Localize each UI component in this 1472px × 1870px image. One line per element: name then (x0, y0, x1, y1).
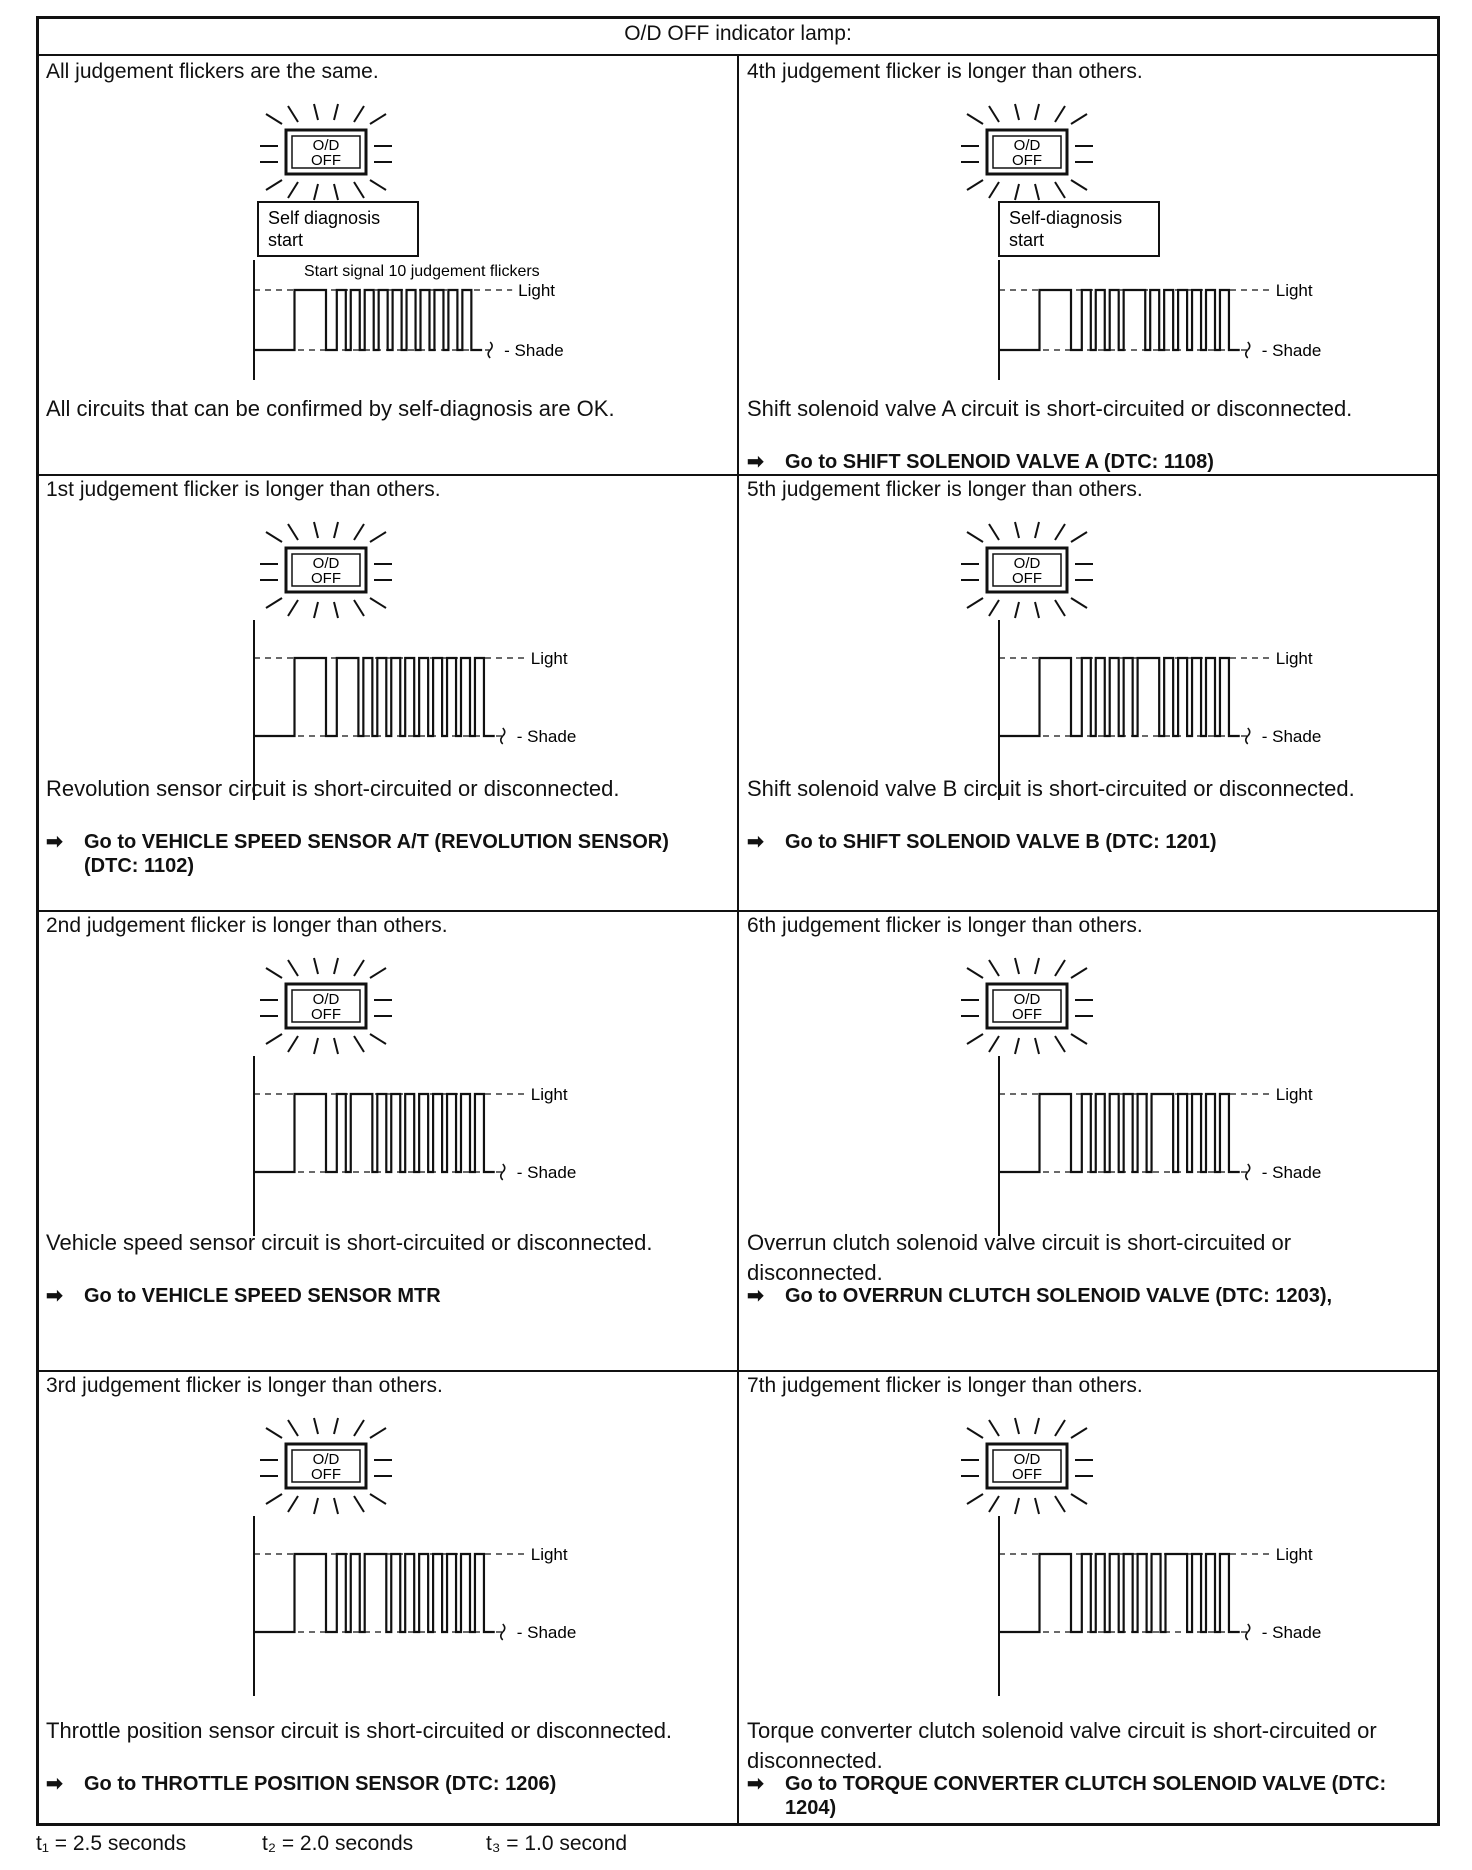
cell-heading: 3rd judgement flicker is longer than others. (46, 1374, 443, 1397)
cell-result-text: Shift solenoid valve B circuit is short-circuited or disconnected. (747, 776, 1355, 801)
lamp-ray (1055, 1420, 1065, 1436)
goto-text: Go to SHIFT SOLENOID VALVE A (DTC: 1108) (785, 451, 1214, 473)
flicker-waveform (999, 1516, 1321, 1696)
light-label: Light (1275, 649, 1313, 668)
lamp-ray (1071, 1034, 1087, 1044)
lamp-ray (967, 180, 983, 190)
lamp-text-off: OFF (311, 570, 341, 587)
diagnosis-cell (36, 1370, 737, 1826)
lamp-ray (314, 522, 318, 538)
diagnosis-cell (36, 910, 737, 1370)
flicker-waveform (254, 620, 576, 800)
shade-label: - Shade (1261, 341, 1322, 360)
lamp-text-off: OFF (311, 152, 341, 169)
lamp-ray (370, 114, 386, 124)
footer-t3: t₃ = 1.0 second (486, 1832, 628, 1855)
arrow-right-icon: ➡ (747, 1285, 764, 1307)
signal-trace (999, 290, 1240, 350)
light-label: Light (530, 649, 568, 668)
cell-result-text: Torque converter clutch solenoid valve circuit is short-circuited or disconnected. (747, 1718, 1377, 1773)
shade-label: - Shade (504, 341, 564, 360)
arrow-right-icon: ➡ (46, 1285, 63, 1307)
lamp-ray (989, 600, 999, 616)
lamp-ray (967, 114, 983, 124)
goto-text: Go to THROTTLE POSITION SENSOR (DTC: 1206) (84, 1773, 557, 1795)
diagnosis-cell (737, 56, 1440, 474)
lamp-ray (989, 182, 999, 198)
lamp-ray (967, 968, 983, 978)
goto-text: Go to VEHICLE SPEED SENSOR MTR (84, 1285, 441, 1307)
lamp-ray (1071, 114, 1087, 124)
diagnosis-cell (737, 1370, 1440, 1826)
lamp-ray (1055, 182, 1065, 198)
lamp-ray (1015, 1038, 1019, 1054)
lamp-text-off: OFF (311, 1006, 341, 1023)
lamp-ray (334, 522, 338, 538)
lamp-ray (370, 1494, 386, 1504)
shade-label: - Shade (516, 1163, 577, 1182)
cell-result-text: Vehicle speed sensor circuit is short-circuited or disconnected. (46, 1230, 653, 1255)
cell-result-text: Revolution sensor circuit is short-circuited or disconnected. (46, 776, 620, 801)
lamp-ray (334, 104, 338, 120)
flicker-waveform (999, 620, 1321, 800)
self-diagnosis-label: start (268, 230, 304, 250)
lamp-ray (288, 1420, 298, 1436)
lamp-ray (334, 602, 338, 618)
lamp-ray (266, 1034, 282, 1044)
flicker-waveform (999, 1056, 1321, 1236)
lamp-ray (1015, 1498, 1019, 1514)
lamp-ray (314, 184, 318, 200)
lamp-ray (370, 532, 386, 542)
lamp-ray (1055, 600, 1065, 616)
lamp-ray (370, 968, 386, 978)
lamp-ray (1055, 106, 1065, 122)
flicker-waveform (254, 1056, 576, 1236)
lamp-text-od: O/D (312, 555, 340, 572)
footer-t1: t₁ = 2.5 seconds (36, 1832, 187, 1855)
start-signal-label: Start signal 10 judgement flickers (304, 263, 540, 280)
cell-heading: 2nd judgement flicker is longer than others. (46, 914, 448, 937)
lamp-ray (266, 1494, 282, 1504)
light-label: Light (1275, 1085, 1313, 1104)
lamp-ray (288, 1036, 298, 1052)
flicker-diagram (737, 508, 1440, 808)
lamp-ray (989, 524, 999, 540)
lamp-ray (354, 1036, 364, 1052)
lamp-ray (354, 106, 364, 122)
flicker-diagram (737, 944, 1440, 1244)
lamp-ray (989, 1496, 999, 1512)
signal-trace (254, 1094, 495, 1172)
lamp-ray (314, 602, 318, 618)
lamp-ray (314, 104, 318, 120)
diagnosis-cell (737, 474, 1440, 910)
lamp-ray (967, 1494, 983, 1504)
lamp-text-od: O/D (312, 991, 340, 1008)
arrow-right-icon: ➡ (747, 451, 764, 473)
lamp-ray (1071, 968, 1087, 978)
signal-trace (254, 1554, 495, 1632)
lamp-ray (334, 1038, 338, 1054)
lamp-ray (370, 180, 386, 190)
lamp-ray (1071, 598, 1087, 608)
flicker-diagram (737, 1404, 1440, 1704)
flicker-waveform (254, 1516, 576, 1696)
signal-trace (254, 658, 495, 736)
lamp-ray (989, 1036, 999, 1052)
light-label: Light (1275, 281, 1313, 300)
lamp-text-off: OFF (1012, 570, 1042, 587)
lamp-ray (354, 600, 364, 616)
diagnosis-cell (36, 474, 737, 910)
lamp-ray (354, 1496, 364, 1512)
flicker-diagram (36, 1404, 737, 1704)
lamp-ray (967, 1034, 983, 1044)
signal-trace (254, 290, 482, 350)
flicker-diagram (36, 944, 737, 1244)
lamp-ray (370, 598, 386, 608)
cell-heading: All judgement flickers are the same. (46, 60, 379, 83)
lamp-ray (370, 1428, 386, 1438)
od-off-lamp-icon (961, 522, 1093, 618)
lamp-ray (1035, 1498, 1039, 1514)
lamp-ray (266, 180, 282, 190)
goto-text: Go to SHIFT SOLENOID VALVE B (DTC: 1201) (785, 831, 1217, 853)
lamp-ray (288, 106, 298, 122)
cell-heading: 5th judgement flicker is longer than others. (747, 478, 1143, 501)
lamp-ray (266, 598, 282, 608)
lamp-ray (314, 1418, 318, 1434)
light-label: Light (530, 1545, 568, 1564)
signal-trace (999, 658, 1240, 736)
lamp-ray (1035, 104, 1039, 120)
lamp-ray (1055, 960, 1065, 976)
cell-heading: 4th judgement flicker is longer than others. (747, 60, 1143, 83)
lamp-ray (1015, 958, 1019, 974)
light-label: Light (530, 1085, 568, 1104)
flicker-waveform (999, 260, 1321, 380)
shade-label: - Shade (1261, 727, 1322, 746)
light-label: Light (1275, 1545, 1313, 1564)
goto-link[interactable] (46, 1772, 726, 1796)
lamp-ray (370, 1034, 386, 1044)
lamp-ray (334, 1498, 338, 1514)
cell-result-text: All circuits that can be confirmed by self-diagnosis are OK. (46, 396, 615, 421)
lamp-ray (967, 532, 983, 542)
lamp-ray (334, 958, 338, 974)
lamp-ray (266, 532, 282, 542)
column-divider (737, 54, 739, 1826)
arrow-right-icon: ➡ (46, 1773, 63, 1795)
lamp-ray (354, 960, 364, 976)
lamp-ray (989, 960, 999, 976)
signal-trace (999, 1554, 1240, 1632)
od-off-lamp-icon (260, 1418, 392, 1514)
shade-label: - Shade (1261, 1163, 1322, 1182)
shade-label: - Shade (516, 1623, 577, 1642)
lamp-ray (266, 114, 282, 124)
shade-label: - Shade (1261, 1623, 1322, 1642)
od-off-lamp-icon (961, 104, 1093, 200)
goto-text: Go to OVERRUN CLUTCH SOLENOID VALVE (DTC: 1203), (785, 1285, 1333, 1307)
goto-text: Go to TORQUE CONVERTER CLUTCH SOLENOID VALVE (DTC: 1204) (785, 1773, 1387, 1819)
lamp-ray (967, 598, 983, 608)
lamp-ray (1055, 1036, 1065, 1052)
od-off-lamp-icon (260, 958, 392, 1054)
lamp-ray (354, 1420, 364, 1436)
flicker-diagram (36, 508, 737, 808)
lamp-text-od: O/D (1013, 1451, 1041, 1468)
lamp-ray (266, 968, 282, 978)
lamp-text-od: O/D (312, 1451, 340, 1468)
lamp-ray (1035, 522, 1039, 538)
lamp-ray (1035, 958, 1039, 974)
lamp-ray (314, 1498, 318, 1514)
lamp-ray (1035, 602, 1039, 618)
lamp-ray (989, 106, 999, 122)
self-diagnosis-label: Self diagnosis (268, 208, 381, 228)
cell-result-text: Shift solenoid valve A circuit is short-circuited or disconnected. (747, 396, 1353, 421)
arrow-right-icon: ➡ (46, 831, 63, 853)
lamp-ray (1035, 184, 1039, 200)
goto-link[interactable] (747, 830, 1427, 854)
flicker-diagram (737, 90, 1440, 390)
od-off-lamp-icon (961, 1418, 1093, 1514)
lamp-text-od: O/D (1013, 137, 1041, 154)
goto-link[interactable] (747, 450, 1427, 474)
diagnosis-cell (36, 56, 737, 474)
flicker-diagram (36, 90, 737, 390)
lamp-ray (314, 958, 318, 974)
cell-result-text: Throttle position sensor circuit is short-circuited or disconnected. (46, 1718, 673, 1743)
lamp-ray (354, 182, 364, 198)
lamp-ray (1055, 524, 1065, 540)
od-off-lamp-icon (260, 104, 392, 200)
signal-trace (999, 1094, 1240, 1172)
lamp-ray (989, 1420, 999, 1436)
lamp-ray (1015, 602, 1019, 618)
cell-heading: 1st judgement flicker is longer than others. (46, 478, 441, 501)
arrow-right-icon: ➡ (747, 831, 764, 853)
lamp-ray (1015, 184, 1019, 200)
lamp-ray (1071, 1494, 1087, 1504)
lamp-ray (967, 1428, 983, 1438)
lamp-ray (354, 524, 364, 540)
goto-link[interactable] (46, 1284, 726, 1308)
lamp-ray (1015, 522, 1019, 538)
goto-link[interactable] (747, 1284, 1427, 1308)
lamp-ray (288, 600, 298, 616)
lamp-text-od: O/D (1013, 991, 1041, 1008)
table-title: O/D OFF indicator lamp: (624, 22, 852, 45)
lamp-ray (288, 960, 298, 976)
goto-link[interactable] (46, 830, 726, 878)
lamp-ray (1055, 1496, 1065, 1512)
lamp-ray (288, 182, 298, 198)
lamp-text-off: OFF (311, 1466, 341, 1483)
lamp-ray (334, 1418, 338, 1434)
lamp-ray (288, 1496, 298, 1512)
cell-result-text: Overrun clutch solenoid valve circuit is short-circuited or disconnected. (747, 1230, 1292, 1285)
light-label: Light (518, 281, 556, 300)
shade-label: - Shade (516, 727, 577, 746)
lamp-ray (1015, 104, 1019, 120)
od-off-lamp-icon (961, 958, 1093, 1054)
lamp-text-od: O/D (1013, 555, 1041, 572)
lamp-text-off: OFF (1012, 1006, 1042, 1023)
diagnosis-cell (737, 910, 1440, 1370)
lamp-ray (334, 184, 338, 200)
lamp-ray (1035, 1038, 1039, 1054)
cell-heading: 7th judgement flicker is longer than others. (747, 1374, 1143, 1397)
lamp-ray (266, 1428, 282, 1438)
goto-text: Go to VEHICLE SPEED SENSOR A/T (REVOLUTION SENSOR) (DTC: 1102) (84, 831, 669, 877)
lamp-text-od: O/D (312, 137, 340, 154)
self-diagnosis-label: Self-diagnosis (1009, 208, 1123, 228)
lamp-text-off: OFF (1012, 152, 1042, 169)
lamp-ray (1015, 1418, 1019, 1434)
lamp-text-off: OFF (1012, 1466, 1042, 1483)
self-diagnosis-label: start (1009, 230, 1045, 250)
lamp-ray (314, 1038, 318, 1054)
od-off-lamp-icon (260, 522, 392, 618)
lamp-ray (1071, 1428, 1087, 1438)
footer-t2: t₂ = 2.0 seconds (262, 1832, 414, 1855)
lamp-ray (1071, 180, 1087, 190)
lamp-ray (288, 524, 298, 540)
goto-link[interactable] (747, 1772, 1427, 1820)
cell-heading: 6th judgement flicker is longer than others. (747, 914, 1143, 937)
lamp-ray (1071, 532, 1087, 542)
lamp-ray (1035, 1418, 1039, 1434)
arrow-right-icon: ➡ (747, 1773, 764, 1795)
